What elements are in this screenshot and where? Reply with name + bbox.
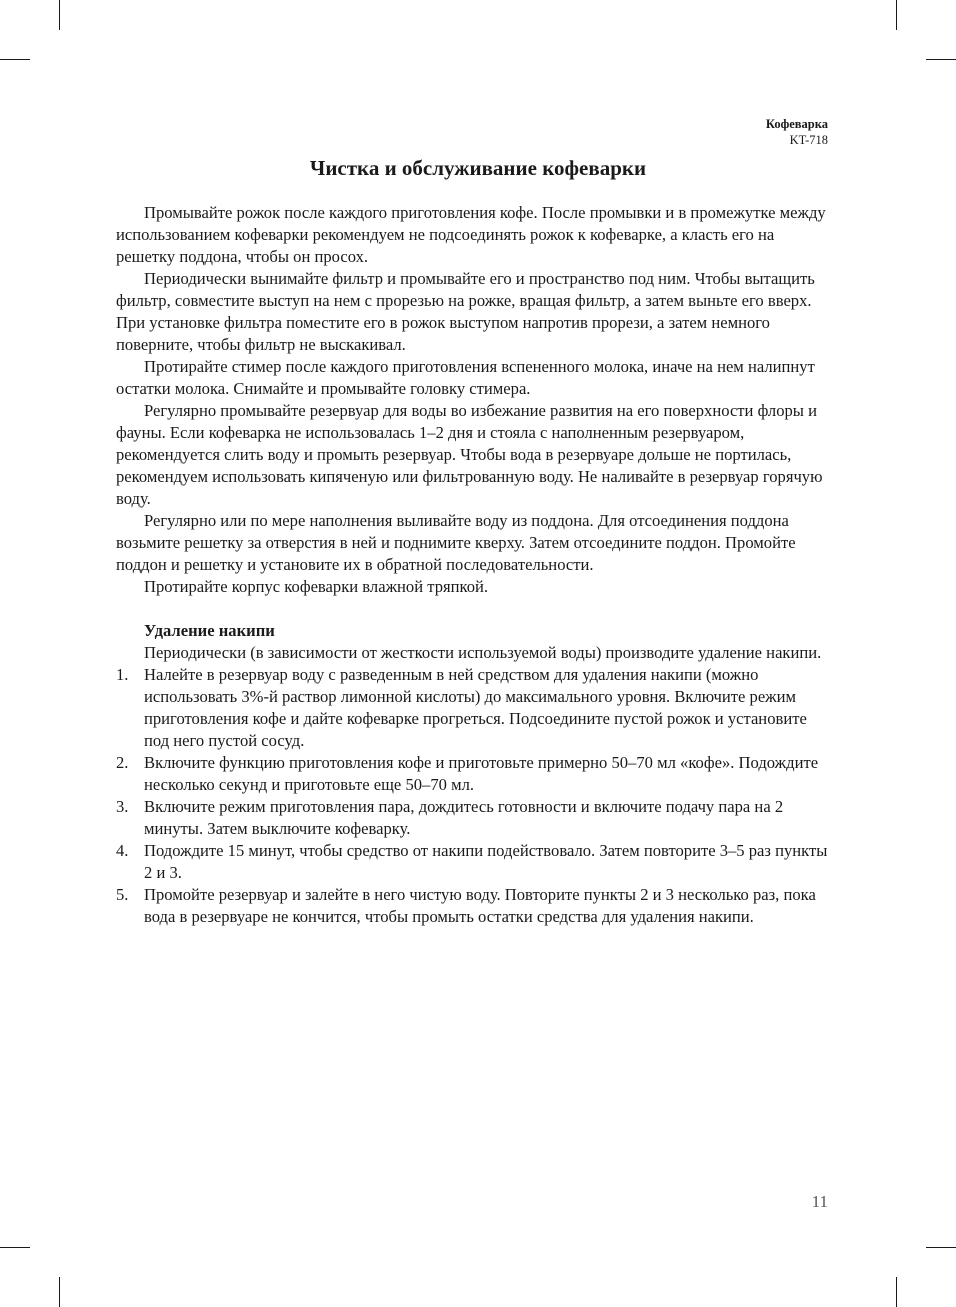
- crop-mark: [896, 1277, 897, 1307]
- crop-mark: [926, 59, 956, 60]
- list-item: [116, 840, 830, 884]
- crop-mark: [59, 1277, 60, 1307]
- page-number: 11: [811, 1192, 828, 1211]
- paragraph: Протирайте стимер после каждого приготовления вспененного молока, иначе на нем налипнут остатки молока. Снимайте и промывайте головку стимера.: [116, 357, 815, 398]
- crop-mark: [896, 0, 897, 30]
- list-item: [116, 796, 830, 840]
- crop-mark: [59, 0, 60, 30]
- list-item-text: Промойте резервуар и залейте в него чистую воду. Повторите пункты 2 и 3 несколько раз, пока вода в резервуаре не кончится, чтобы промыть остатки средства для удаления накипи.: [144, 885, 816, 926]
- list-item-number: 1.: [116, 665, 129, 684]
- paragraph: Протирайте корпус кофеварки влажной тряпкой.: [144, 577, 489, 596]
- paragraph: Промывайте рожок после каждого приготовления кофе. После промывки и в промежутке между использованием кофеварки рекомендуем не подсоединять рожок к кофеварке, а класть его на решетку поддона, чтобы он просох.: [116, 203, 826, 266]
- main-content: [116, 202, 830, 928]
- list-item: [116, 664, 830, 752]
- list-item-number: 4.: [116, 841, 129, 860]
- crop-mark: [0, 1247, 30, 1248]
- list-item-text: Подождите 15 минут, чтобы средство от накипи подействовало. Затем повторите 3–5 раз пункты 2 и 3.: [144, 841, 828, 882]
- crop-mark: [926, 1247, 956, 1248]
- list-item-text: Налейте в резервуар воду с разведенным в ней средством для удаления накипи (можно использовать 3%-й раствор лимонной кислоты) до максимального уровня. Включите режим приготовления кофе и дайте кофеварке прогреться. Подсоедините пустой рожок и установите под него пустой сосуд.: [144, 665, 807, 750]
- paragraph: Периодически (в зависимости от жесткости используемой воды) производите удаление накипи.: [144, 643, 822, 662]
- running-header: [766, 116, 828, 148]
- paragraph: Регулярно промывайте резервуар для воды во избежание развития на его поверхности флоры и фауны. Если кофеварка не использовалась 1–2 дня и стояла с наполненным резервуаром, рекомендуется слить воду и промыть резервуар. Чтобы вода в резервуаре дольше не портилась, рекомендуем использовать кипяченую или фильтрованную воду. Не наливайте в резервуар горячую воду.: [116, 401, 823, 508]
- paragraph: Периодически вынимайте фильтр и промывайте его и пространство под ним. Чтобы вытащить фильтр, совместите выступ на нем с прорезью на рожке, вращая фильтр, а затем выньте его вверх. При установке фильтра поместите его в рожок выступом напротив прорези, а затем немного поверните, чтобы фильтр не выскакивал.: [116, 269, 815, 354]
- header-product: Кофеварка: [765, 117, 828, 131]
- list-item-number: 2.: [116, 753, 129, 772]
- list-item-number: 3.: [116, 797, 129, 816]
- list-item: [116, 884, 830, 928]
- list-item: [116, 752, 830, 796]
- section-heading: Удаление накипи: [144, 621, 275, 640]
- page-title: Чистка и обслуживание кофеварки: [309, 156, 647, 180]
- list-item-text: Включите функцию приготовления кофе и приготовьте примерно 50–70 мл «кофе». Подождите несколько секунд и приготовьте еще 50–70 мл.: [144, 753, 819, 794]
- list-item-number: 5.: [116, 885, 129, 904]
- list-item-text: Включите режим приготовления пара, дождитесь готовности и включите подачу пара на 2 минуты. Затем выключите кофеварку.: [144, 797, 784, 838]
- header-model: KT-718: [789, 133, 828, 147]
- descaling-steps-list: [116, 664, 830, 928]
- crop-mark: [0, 59, 30, 60]
- paragraph: Регулярно или по мере наполнения выливайте воду из поддона. Для отсоединения поддона возьмите решетку за отверстия в ней и поднимите кверху. Затем отсоедините поддон. Промойте поддон и решетку и установите их в обратной последовательности.: [116, 511, 796, 574]
